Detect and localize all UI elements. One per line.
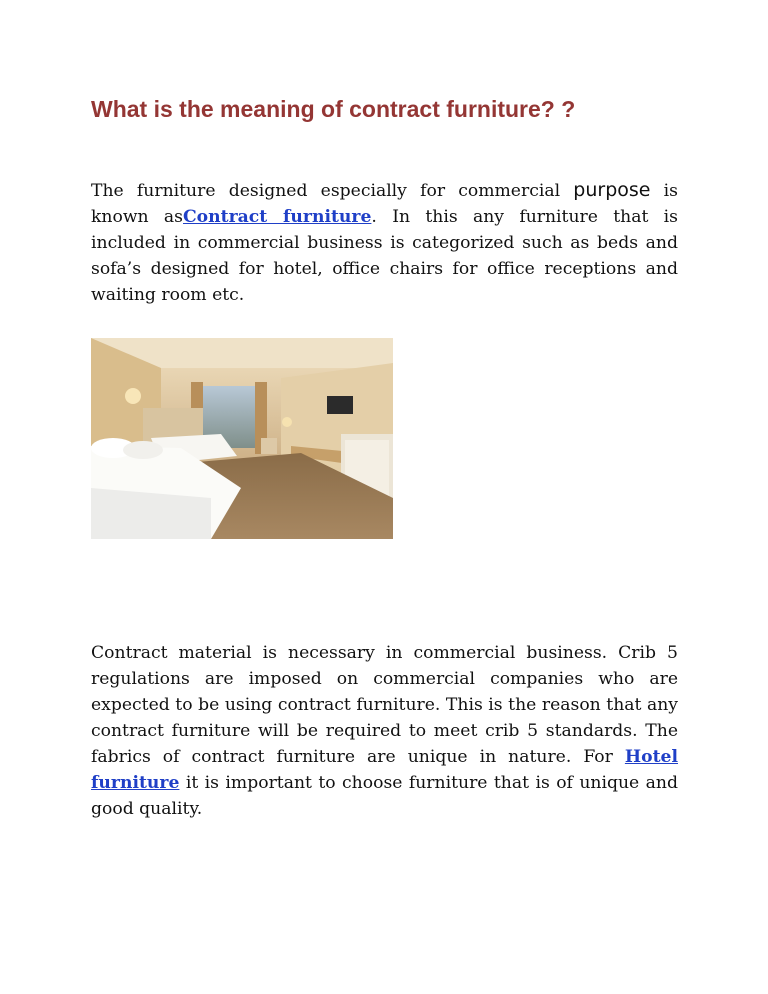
paragraph-intro-text-1: The furniture designed especially for commercial bbox=[91, 181, 574, 201]
paragraph-intro-text-2: is known as bbox=[91, 181, 678, 227]
paragraph-intro bbox=[91, 177, 678, 308]
paragraph-intro-text-3: . In this any furniture that is included in commercial business is categorized such as beds and sofa’s designed for hotel, office chairs for office receptions and waiting room etc. bbox=[91, 207, 678, 305]
page-title: What is the meaning of contract furniture? ? bbox=[91, 96, 576, 122]
hotel-furniture-link[interactable]: Hotel furniture bbox=[91, 747, 678, 793]
purpose-word: purpose bbox=[573, 179, 651, 201]
paragraph-contract-text-2: it is important to choose furniture that is of unique and good quality. bbox=[91, 773, 678, 819]
paragraph-contract-material bbox=[91, 640, 678, 822]
paragraph-contract-text-1: Contract material is necessary in commercial business. Crib 5 regulations are imposed on commercial companies who are expected to be using contract furniture. This is the reason that any contract furniture will be required to meet crib 5 standards. The fabrics of contract furniture are unique in nature. For bbox=[91, 643, 678, 767]
contract-furniture-link[interactable]: Contract furniture bbox=[183, 207, 372, 227]
hotel-room-photo bbox=[91, 338, 393, 539]
